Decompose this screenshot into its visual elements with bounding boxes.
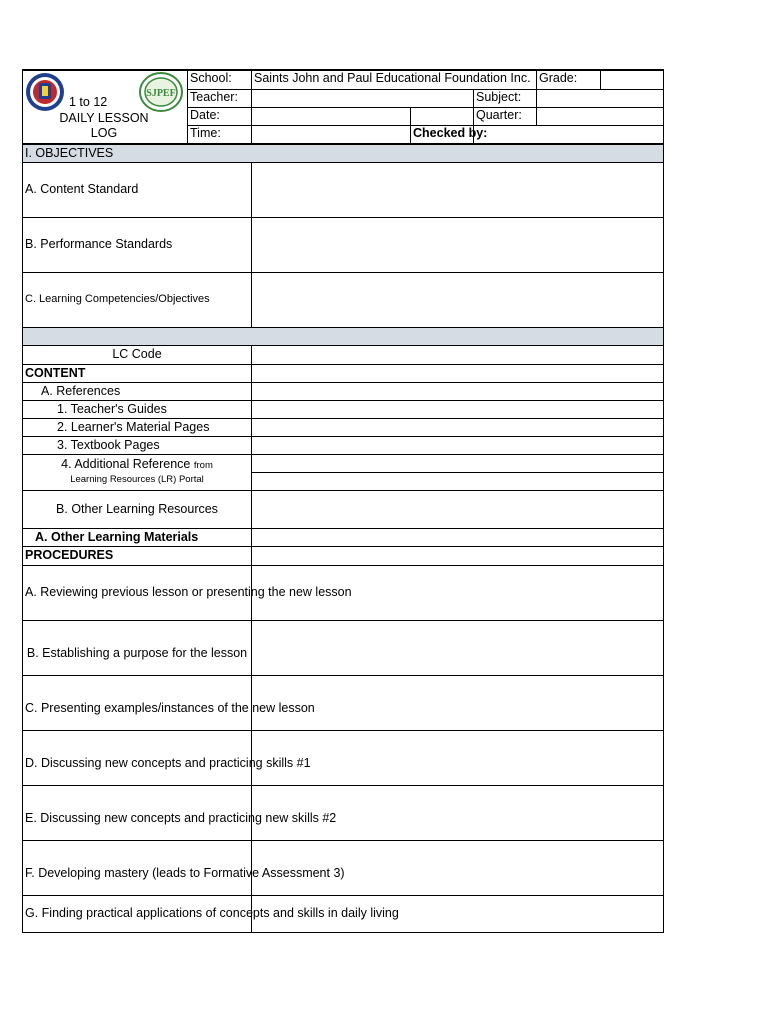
teachers-guides-field[interactable]: [252, 400, 664, 418]
other-learning-resources-label: B. Other Learning Resources: [23, 490, 252, 528]
additional-reference-text: 4. Additional Reference: [61, 457, 191, 471]
content-standard-label: A. Content Standard: [23, 162, 252, 217]
teacher-label: Teacher:: [188, 89, 252, 107]
learning-competencies-label: C. Learning Competencies/Objectives: [23, 272, 252, 327]
teacher-field[interactable]: [252, 89, 474, 107]
quarter-label: Quarter:: [474, 107, 537, 125]
additional-reference-field[interactable]: [252, 454, 664, 490]
title-log: LOG: [90, 126, 118, 140]
objectives-heading: I. OBJECTIVES: [23, 144, 664, 162]
checked-by-field[interactable]: [474, 125, 664, 143]
procedure-b-field[interactable]: [252, 620, 664, 675]
time-label: Time:: [188, 125, 252, 143]
additional-reference-field-bottom[interactable]: [252, 473, 663, 490]
subject-field[interactable]: [537, 89, 664, 107]
other-learning-materials-label: A. Other Learning Materials: [23, 528, 252, 546]
other-learning-materials-field[interactable]: [252, 528, 664, 546]
references-field[interactable]: [252, 382, 664, 400]
date-field-extra[interactable]: [411, 107, 474, 125]
procedures-heading: PROCEDURES: [23, 546, 252, 565]
procedure-d-field[interactable]: [252, 730, 664, 785]
section-divider: [23, 327, 664, 345]
procedure-f-label: F. Developing mastery (leads to Formative Assessment 3): [23, 840, 252, 895]
teachers-guides-label: 1. Teacher's Guides: [23, 400, 252, 418]
additional-reference-from: from: [193, 460, 213, 471]
additional-reference-label: [23, 454, 252, 490]
subject-label: Subject:: [474, 89, 537, 107]
date-label: Date:: [188, 107, 252, 125]
lesson-body-table: [22, 144, 664, 933]
content-field[interactable]: [252, 364, 664, 382]
textbook-pages-label: 3. Textbook Pages: [23, 436, 252, 454]
learners-material-field[interactable]: [252, 418, 664, 436]
performance-standards-label: B. Performance Standards: [23, 217, 252, 272]
school-label: School:: [188, 70, 252, 89]
lc-code-field[interactable]: [252, 345, 664, 364]
lr-portal-text: Learning Resources (LR) Portal: [70, 474, 204, 485]
sjpef-logo-text: SJPEF: [146, 88, 176, 99]
procedures-field[interactable]: [252, 546, 664, 565]
textbook-pages-field[interactable]: [252, 436, 664, 454]
learners-material-label: 2. Learner's Material Pages: [23, 418, 252, 436]
learning-competencies-field[interactable]: [252, 272, 664, 327]
grade-label: Grade:: [537, 70, 601, 89]
procedure-a-label: A. Reviewing previous lesson or presenting the new lesson: [23, 565, 252, 620]
title-block: [23, 70, 188, 143]
lc-code-label: LC Code: [23, 345, 252, 364]
title-daily-lesson: DAILY LESSON: [59, 111, 149, 125]
procedure-e-label: E. Discussing new concepts and practicing new skills #2: [23, 785, 252, 840]
deped-seal-icon: [25, 72, 65, 112]
procedure-d-label: D. Discussing new concepts and practicing skills #1: [23, 730, 252, 785]
content-heading: CONTENT: [23, 364, 252, 382]
time-field[interactable]: [252, 125, 411, 143]
procedure-b-label: B. Establishing a purpose for the lesson: [23, 620, 252, 675]
sjpef-logo-icon: [139, 72, 183, 112]
date-field[interactable]: [252, 107, 411, 125]
quarter-field[interactable]: [537, 107, 664, 125]
content-standard-field[interactable]: [252, 162, 664, 217]
grade-field[interactable]: [601, 70, 664, 89]
additional-reference-field-top[interactable]: [252, 455, 663, 473]
title-grades: 1 to 12: [69, 95, 108, 109]
school-value[interactable]: Saints John and Paul Educational Foundation Inc.: [252, 70, 537, 89]
other-learning-resources-field[interactable]: [252, 490, 664, 528]
header-table: [22, 69, 664, 144]
checked-by-label: Checked by:: [411, 125, 474, 143]
procedure-c-label: C. Presenting examples/instances of the new lesson: [23, 675, 252, 730]
performance-standards-field[interactable]: [252, 217, 664, 272]
daily-lesson-log-form: [22, 69, 663, 933]
procedure-g-label: G. Finding practical applications of concepts and skills in daily living: [23, 895, 252, 932]
references-label: A. References: [23, 382, 252, 400]
